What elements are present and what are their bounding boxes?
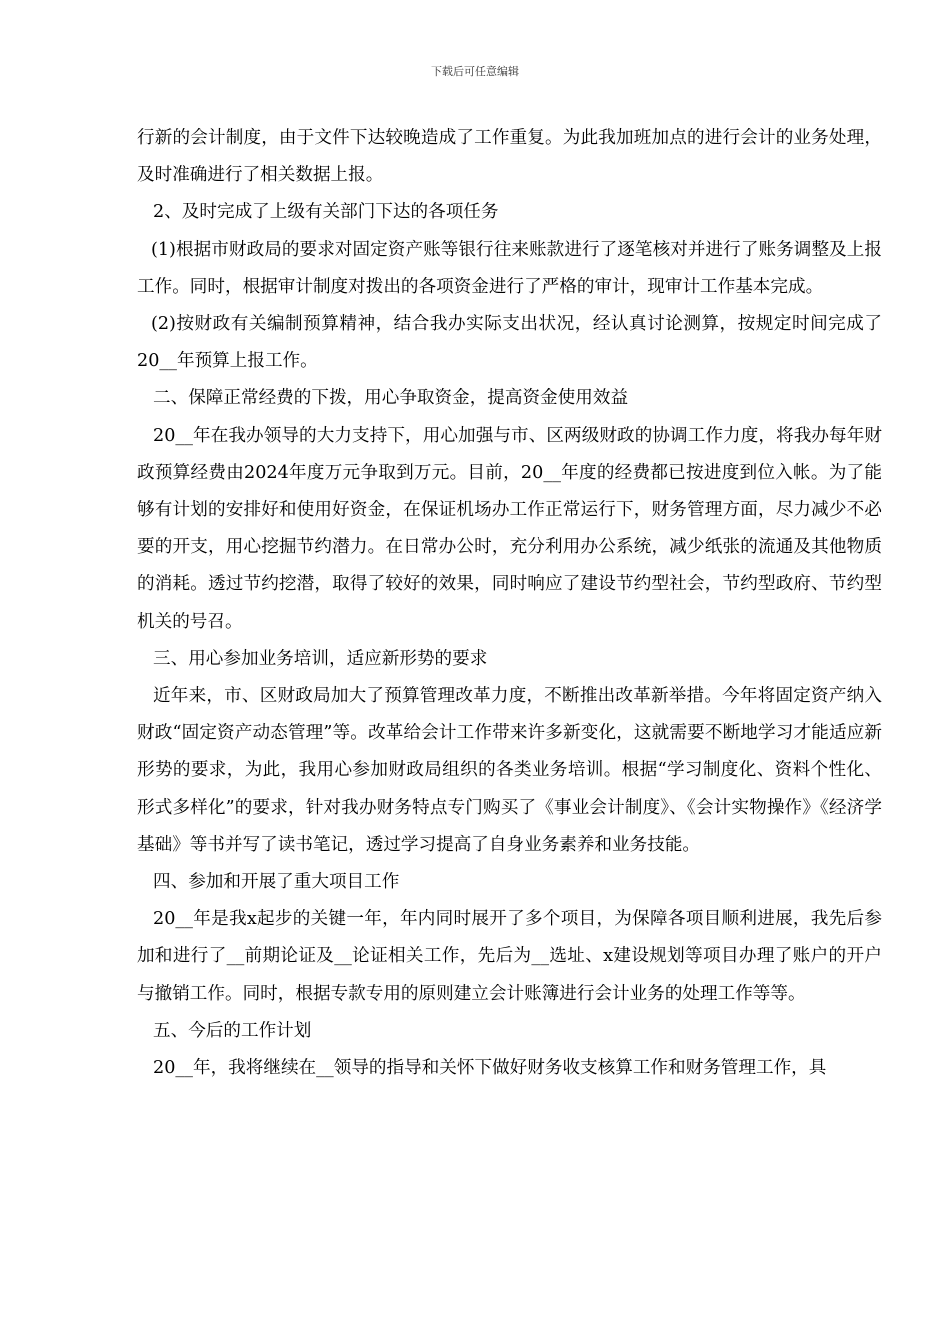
paragraph-projects: 20__年是我x起步的关键一年，年内同时展开了多个项目，为保障各项目顺利进展，我先后参加和进行了__前期论证及__论证相关工作，先后为__选址、x建设规划等项目办理了账户的开户与撤销工作。同时，根据专款专用的原则建立会计账簿进行会计业务的处理工作等等。 xyxy=(137,909,882,1004)
page-header-note: 下载后可任意编辑 xyxy=(431,65,519,78)
paragraph-training: 近年来，市、区财政局加大了预算管理改革力度，不断推出改革新举措。今年将固定资产纳入财政“固定资产动态管理”等。改革给会计工作带来许多新变化，这就需要不断地学习才能适应新形势的要求，为此，我用心参加财政局组织的各类业务培训。根据“学习制度化、资料个性化、形式多样化”的要求，针对我办财务特点专门购买了《事业会计制度》、《会计实物操作》《经济学基础》等书并写了读书笔记，透过学习提高了自身业务素养和业务技能。 xyxy=(137,686,882,855)
paragraph-continuation: 行新的会计制度，由于文件下达较晚造成了工作重复。为此我加班加点的进行会计的业务处理，及时准确进行了相关数据上报。 xyxy=(137,128,882,186)
subsection-heading-2: 2、及时完成了上级有关部门下达的各项任务 xyxy=(153,202,499,223)
document-body xyxy=(137,120,882,1087)
section-heading-5: 五、今后的工作计划 xyxy=(153,1020,312,1041)
paragraph-item-1: (1)根据市财政局的要求对固定资产账等银行往来账款进行了逐笔核对并进行了账务调整及上报工作。同时，根据审计制度对拨出的各项资金进行了严格的审计，现审计工作基本完成。 xyxy=(137,239,882,297)
section-heading-4: 四、参加和开展了重大项目工作 xyxy=(153,872,400,893)
paragraph-plan: 20__年，我将继续在__领导的指导和关怀下做好财务收支核算工作和财务管理工作，具 xyxy=(153,1058,827,1079)
section-heading-3: 三、用心参加业务培训，适应新形势的要求 xyxy=(153,648,488,669)
section-heading-2: 二、保障正常经费的下拨，用心争取资金，提高资金使用效益 xyxy=(153,388,629,409)
paragraph-funding: 20__年在我办领导的大力支持下，用心加强与市、区两级财政的协调工作力度，将我办每年财政预算经费由2024年度万元争取到万元。目前，20__年度的经费都已按进度到位入帐。为了能够有计划的安排好和使用好资金，在保证机场办工作正常运行下，财务管理方面，尽力减少不必要的开支，用心挖掘节约潜力。在日常办公时，充分利用办公系统，减少纸张的流通及其他物质的消耗。透过节约挖潜，取得了较好的效果，同时响应了建设节约型社会，节约型政府、节约型机关的号召。 xyxy=(137,425,882,632)
paragraph-item-2: (2)按财政有关编制预算精神，结合我办实际支出状况，经认真讨论测算，按规定时间完成了20__年预算上报工作。 xyxy=(137,314,882,372)
